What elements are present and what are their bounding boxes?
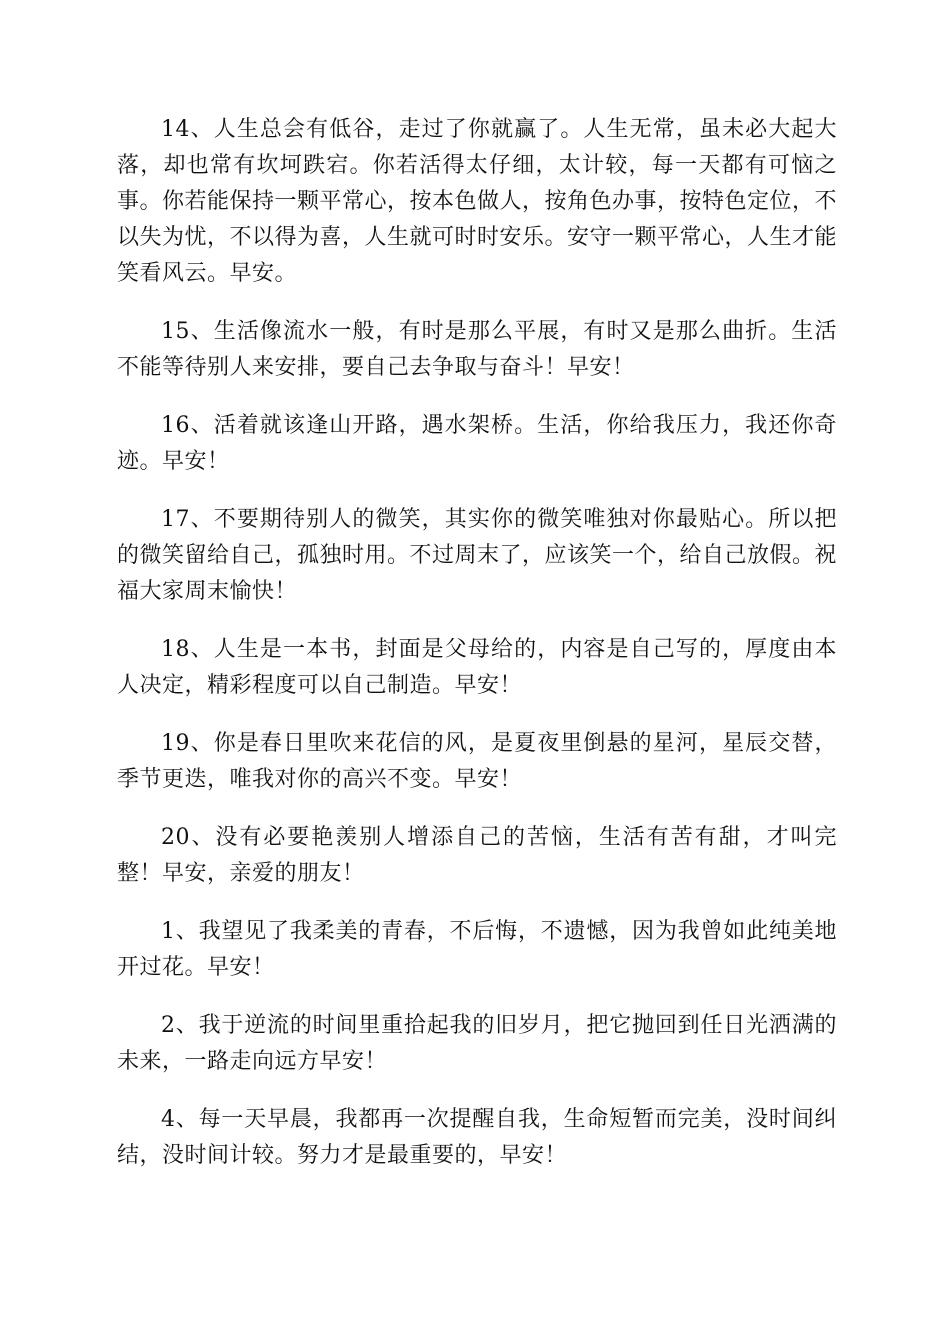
paragraph-18: 18、人生是一本书，封面是父母给的，内容是自己写的，厚度由本人决定，精彩程度可以自己制造。早安！ (117, 637, 837, 698)
paragraph-2: 2、我于逆流的时间里重拾起我的旧岁月，把它抛回到任日光洒满的未来，一路走向远方早安！ (117, 1013, 837, 1074)
paragraph-15: 15、生活像流水一般，有时是那么平展，有时又是那么曲折。生活不能等待别人来安排，要自己去争取与奋斗！早安！ (117, 319, 837, 380)
paragraph-17: 17、不要期待别人的微笑，其实你的微笑唯独对你最贴心。所以把的微笑留给自己，孤独时用。不过周末了，应该笑一个，给自己放假。祝福大家周末愉快！ (117, 507, 838, 604)
paragraph-14: 14、人生总会有低谷，走过了你就赢了。人生无常，虽未必大起大落，却也常有坎坷跌宕。你若活得太仔细，太计较，每一天都有可恼之事。你若能保持一颗平常心，按本色做人，按角色办事，按特色定位，不以失为忧，不以得为喜，人生就可时时安乐。安守一颗平常心，人生才能笑看风云。早安。 (117, 117, 838, 286)
paragraph-16: 16、活着就该逢山开路，遇水架桥。生活，你给我压力，我还你奇迹。早安！ (117, 413, 837, 474)
document-body (117, 112, 837, 1196)
paragraph-1: 1、我望见了我柔美的青春，不后悔，不遗憾，因为我曾如此纯美地开过花。早安！ (117, 919, 837, 980)
paragraph-4: 4、每一天早晨，我都再一次提醒自我，生命短暂而完美，没时间纠结，没时间计较。努力才是最重要的，早安！ (117, 1107, 837, 1168)
paragraph-20: 20、没有必要艳羡别人增添自己的苦恼，生活有苦有甜，才叫完整！早安，亲爱的朋友！ (117, 825, 837, 886)
paragraph-19: 19、你是春日里吹来花信的风，是夏夜里倒悬的星河，星辰交替，季节更迭，唯我对你的高兴不变。早安！ (117, 731, 837, 792)
